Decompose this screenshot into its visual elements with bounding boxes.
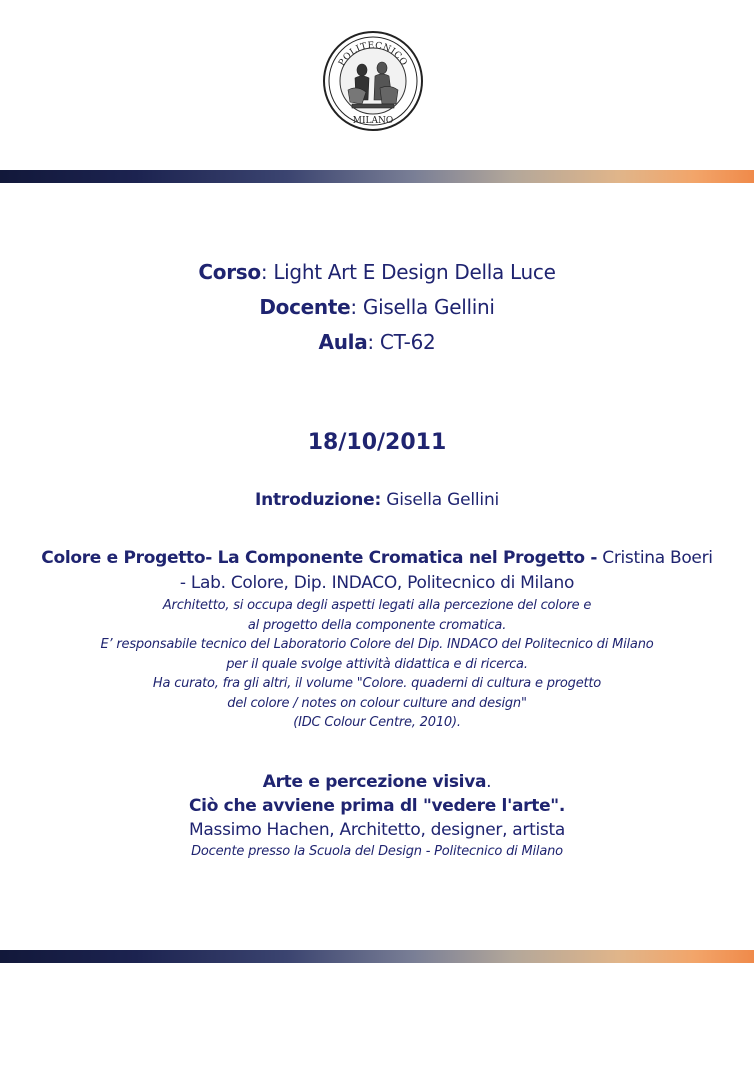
top-gradient-band: [0, 170, 754, 183]
course-info: [0, 255, 754, 360]
docente-label: Docente: [259, 295, 351, 319]
intro-value: Gisella Gellini: [381, 490, 500, 510]
intro-label: Introduzione:: [254, 490, 382, 510]
talk-1-speaker: Cristina Boeri: [597, 548, 713, 568]
aula-label: Aula: [318, 330, 368, 354]
talk-1-title: Colore e Progetto- La Componente Cromatica nel Progetto -: [41, 548, 598, 568]
talk-2-title-1: Arte e percezione visiva: [262, 772, 487, 792]
seal-top-text: POLITECNICO: [337, 40, 409, 69]
talk-2-title-line-2: Ciò che avviene prima dl "vedere l'arte".: [188, 796, 566, 816]
talk-2: [0, 770, 754, 861]
docente-value: : Gisella Gellini: [350, 295, 495, 319]
aula-value: : CT-62: [367, 330, 436, 354]
talk-1: [0, 546, 754, 733]
docente-line: [0, 290, 754, 325]
event-date: 18/10/2011: [307, 430, 447, 455]
talk-1-description: [0, 596, 754, 733]
talk-1-desc-line: (IDC Colour Centre, 2010).: [293, 715, 461, 730]
seal-bottom-text: MILANO: [352, 116, 394, 126]
talk-1-desc-line: per il quale svolge attività didattica e di ricerca.: [226, 656, 528, 672]
talk-1-affiliation: - Lab. Colore, Dip. INDACO, Politecnico di Milano: [179, 573, 575, 593]
talk-2-description: Docente presso la Scuola del Design - Politecnico di Milano: [191, 844, 563, 859]
talk-2-title-1-period: .: [486, 772, 492, 792]
talk-1-desc-line: del colore / notes on colour culture and design": [227, 695, 527, 711]
corso-value: : Light Art E Design Della Luce: [260, 260, 556, 284]
bottom-gradient-band: [0, 950, 754, 963]
talk-2-speaker: Massimo Hachen, Architetto, designer, artista: [189, 820, 565, 840]
introduction-line: [0, 490, 754, 510]
talk-1-desc-line: E’ responsabile tecnico del Laboratorio Colore del Dip. INDACO del Politecnico di Milano: [100, 637, 654, 652]
talk-1-desc-line: al progetto della componente cromatica.: [247, 617, 507, 633]
course-line: [0, 255, 754, 290]
talk-1-desc-line: Ha curato, fra gli altri, il volume "Colore. quaderni di cultura e progetto: [152, 676, 602, 691]
talk-1-desc-line: Architetto, si occupa degli aspetti legati alla percezione del colore e: [162, 598, 592, 613]
politecnico-seal-icon: [322, 30, 424, 132]
talk-2-title-line-1: [0, 770, 754, 794]
aula-line: [0, 325, 754, 360]
talk-1-title-line: [0, 546, 754, 571]
corso-label: Corso: [198, 260, 261, 284]
